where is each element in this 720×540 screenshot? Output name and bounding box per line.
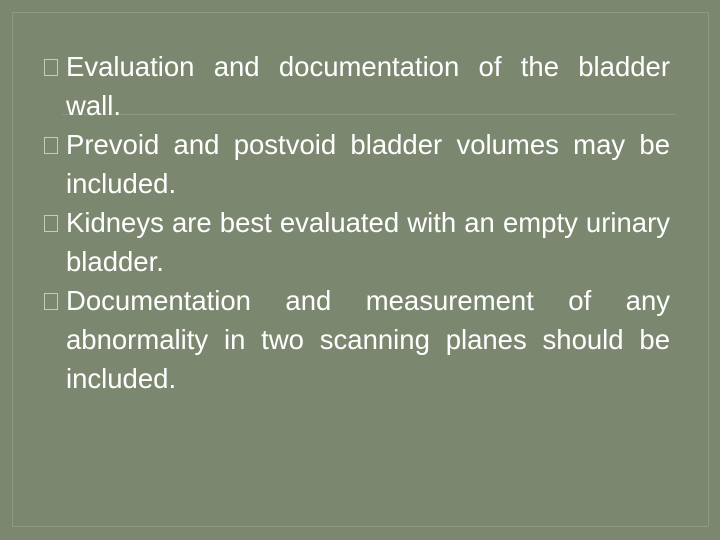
empty-square-icon (44, 293, 58, 310)
bullet-item (44, 47, 670, 125)
bullet-text: Evaluation and documentation of the bladder wall. (66, 51, 670, 121)
empty-square-icon (44, 137, 58, 154)
bullet-list (44, 47, 670, 398)
bullet-item (44, 203, 670, 281)
bullet-text: Documentation and measurement of any abnormality in two scanning planes should be included. (66, 285, 670, 394)
empty-square-icon (44, 59, 58, 76)
bullet-text: Prevoid and postvoid bladder volumes may be included. (66, 129, 670, 199)
bullet-item (44, 125, 670, 203)
bullet-text: Kidneys are best evaluated with an empty urinary bladder. (66, 207, 670, 277)
bullet-item (44, 281, 670, 398)
empty-square-icon (44, 215, 58, 232)
